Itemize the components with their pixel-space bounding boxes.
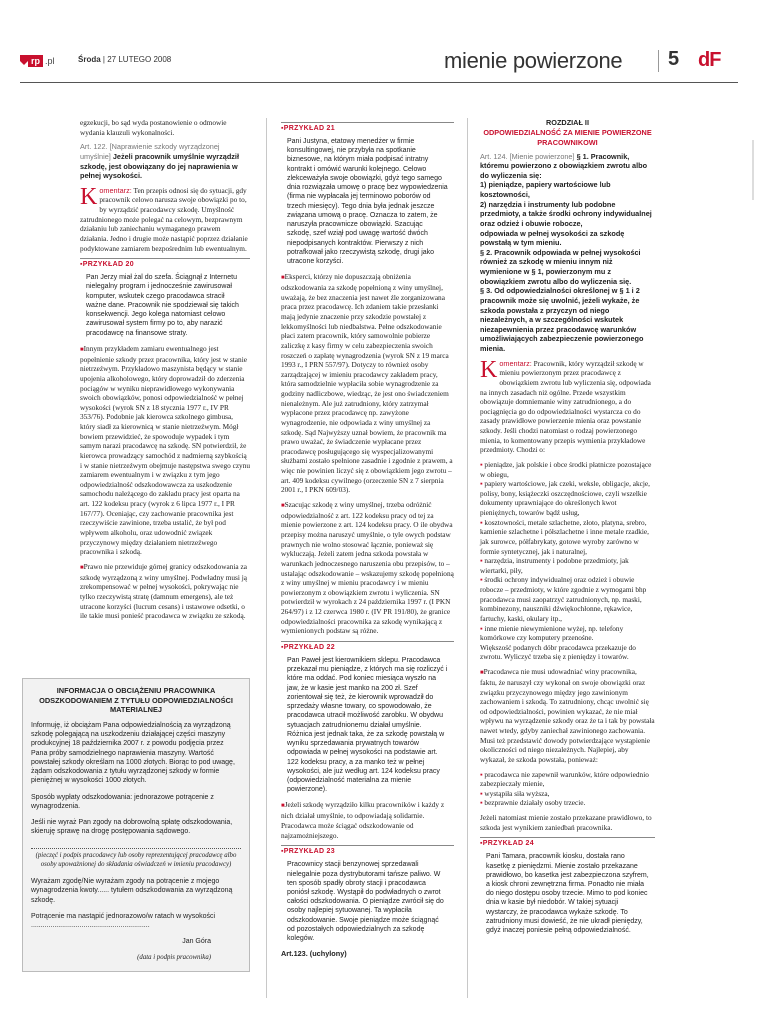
list-item	[480, 479, 655, 518]
commentary	[80, 183, 250, 253]
issue-date-text: 27 LUTEGO 2008	[107, 55, 172, 64]
chapter-title: ODPOWIEDZIALNOŚĆ ZA MIENIE POWIERZONE PRACOWNIKOWI	[483, 127, 652, 147]
chapter-number: ROZDZIAŁ II	[546, 118, 589, 127]
article-item-text: 1) pieniądze, papiery wartościowe lub kosztowności,	[480, 180, 611, 200]
example-heading: ▪PRZYKŁAD 23	[281, 845, 454, 855]
paragraph	[80, 344, 250, 557]
bullet-icon: ■	[281, 803, 285, 810]
logo-box: rp	[28, 55, 43, 67]
example-text: Pracownicy stacji benzynowej sprzedawali nielegalnie poza dystrybutorami tańsze paliwo. W ten sposób spadły obroty stacji i pracodawca poniósł szkodę. Wystąpił do podwładnych o zwrot całości odszkodowania. O pieniądze zwrócił się do osoby najlepiej sytuowanej. Ta wypłaciła odszkodowanie. Swoje pieniądze może ściągnąć od pozostałych odpowiedzialnych za szkodę kolegów.	[287, 861, 444, 943]
article-line	[480, 152, 655, 181]
list-item	[480, 556, 655, 575]
article-text: § 1. Pracownik, któremu powierzono z obowiązkiem zwrotu albo do wyliczenia się:	[480, 151, 648, 180]
article-text: odpowiada w pełnej wysokości za szkodę powstałą w tym mieniu.	[480, 228, 625, 248]
list-item	[480, 770, 655, 789]
list-item	[480, 518, 655, 557]
article-122	[80, 142, 250, 181]
eagle-icon	[20, 55, 28, 65]
form-paragraph: Informuję, iż obciążam Pana odpowiedzialnością za wyrządzoną szkodę polegającą na uszkodzeniu działającej części maszyny produkcyjnej 18 października 2007 r. z powodu podjęcia przez Pana próby samodzielnego naprawienia maszyny. Wartość powstałej szkody określam na 1000 złotych. Biorąc to pod uwagę, żądam odszkodowania z tytułu wyrządzonej szkody w formie pieniężnej w wysokości 1000 złotych.	[31, 721, 235, 785]
example-text: Pan Paweł jest kierownikiem sklepu. Pracodawca przekazał mu pieniądze, z których ma się rozliczyć i które ma oddać. Pod koniec miesiąca wyszło na jaw, że w kasie jest manko na 200 zł. Szef zorientował się też, że kierownik wprowadził do sprzedaży własne towary, co spowodowało, że pracodawca utracił możliwość zarobku. W obydwu sytuacjach zatrudnionemu działał umyślnie. Różnica jest jednak taka, że za szkodę powstałą w wyniku sprzedawania prywatnych towarów odpowiada w pełnej wysokości na podstawie art. 122 kodeksu pracy, a za manko też w pełnej wysokości, ale już według art. 124 kodeksu pracy (odpowiedzialność materialna za mienie powierzone).	[287, 656, 448, 794]
list-item	[480, 460, 655, 479]
rp-logo[interactable]	[20, 54, 55, 67]
article-line	[480, 286, 655, 353]
list-item	[480, 624, 655, 643]
supplement-logo: dF	[698, 49, 721, 71]
form-paragraph-text: Potrącenie ma nastąpić jednorazowo/w ratach w wysokości	[31, 912, 216, 920]
form-paragraph: Sposób wypłaty odszkodowania: jednorazowe potrącenie z wynagrodzenia.	[31, 793, 214, 810]
page-edge-mark-icon	[749, 140, 757, 200]
paragraph	[281, 500, 454, 636]
column-3	[480, 118, 655, 941]
article-line	[480, 248, 655, 287]
form-box	[22, 678, 250, 972]
issue-date	[78, 55, 171, 64]
example-heading: ▪PRZYKŁAD 22	[281, 641, 454, 651]
example-title: PRZYKŁAD 20	[82, 261, 134, 269]
dash-icon: ▪	[480, 517, 485, 527]
article-number: Art. 122.	[80, 142, 108, 152]
list-item-text: wystąpiła siła wyższa,	[484, 788, 550, 798]
form-paragraph: Potrącenie ma nastąpić jednorazowo/w ratach w wysokości .............................................................	[31, 912, 216, 930]
bullet-icon: ■	[80, 346, 84, 353]
dash-icon: ▪	[480, 459, 485, 469]
employee-name: Jan Góra	[182, 938, 211, 946]
dropcap: K	[80, 183, 98, 210]
bullet-icon: ■	[281, 502, 285, 509]
issue-day: Środa	[78, 55, 101, 64]
form-title: INFORMACJA O OBCIĄŻENIU PRACOWNIKA ODSZKODOWANIEM Z TYTUŁU ODPOWIEDZIALNOŚCI MATERIALNEJ	[39, 686, 233, 715]
logo-suffix: .pl	[45, 55, 55, 66]
list-item-text: środki ochrony indywidualnej oraz odzież i obuwie robocze – przedmioty, w które zgodnie z wymogami bhp pracodawca musi zaopatrzyć zatrudnionych, np. maski, kombinezony, nauszniki dźwiękochłonne, rękawice, fartuchy, kaski, okulary itp.,	[480, 575, 647, 623]
employer-signature-caption: (pieczęć i podpis pracodawcy lub osoby reprezentującej pracodawcę albo osoby upoważnionej do składania oświadczeń w imieniu pracodawcy)	[35, 852, 237, 869]
example-heading: ▪PRZYKŁAD 24	[480, 837, 655, 847]
article-text: § 2. Pracownik odpowiada w pełnej wysokości również za szkodę w mieniu innym niż wymienione w § 1, powierzonym mu z obowiązkiem zwrotu albo do wyliczenia się.	[480, 247, 641, 286]
bullet-icon: ■	[80, 564, 84, 571]
dash-icon: ▪	[480, 575, 485, 585]
paragraph-text: Eksperci, którzy nie dopuszczają obniżenia odszkodowania za szkodę popełnioną z winy umyślnej, uważają, że bez znaczenia jest nawet źle zorganizowana praca przez pracodawcę. Ich zdaniem takie przesłanki mają jedynie znaczenie przy szkodzie powstałej z lekkomyślności lub niedbalstwa. Pełne odszkodowanie płaci zatem pracownik, który samowolnie pobierze zaliczkę z kasy firmy w celu zabezpieczenia swoich roszczeń o zapłatę wynagrodzenia (wyrok SN z 19 marca 1993 r., I PRN 557/97). Dotyczy to również osoby zarządzającej w imieniu pracodawcy zakładem pracy, która samodzielnie wypłaciła sobie wynagrodzenie za godziny nadliczbowe, wiedząc, że jest ono świadczeniem nienależnym. Ale już zatrudniony, który zatrzymał wypłacone przez pracodawcę np. zawyżone wynagrodzenie, nie odpowiada z winy umyślnej za szkodę. Sąd Najwyższy uznał bowiem, że pracownik ma prawo uważać, że świadczenie wypłacane przez pracodawcę posługującego się wyspecjalizowanymi służbami zostało spełnione zasadnie i zgodnie z prawem, a więc nie powinien liczyć się z obowiązkiem jego zwrotu – art. 409 kodeksu cywilnego (orzeczenie SN z 7 sierpnia 2001 r., I PKN 609/03).	[281, 272, 453, 495]
employee-signature-caption: (data i podpis pracownika)	[137, 953, 211, 961]
issue-sep: |	[102, 55, 108, 64]
column-1	[80, 118, 250, 626]
example-title: PRZYKŁAD 23	[283, 848, 335, 856]
chapter-heading	[480, 118, 655, 148]
form-paragraph: Wyrażam zgodę/Nie wyrażam zgody na potrącenie z mojego wynagrodzenia kwoty...... tytułem odszkodowania za wyrządzoną szkodę.	[31, 878, 233, 904]
example-text: Pani Justyna, etatowy menedżer w firmie konsultingowej, nie przybyła na spotkanie biznesowe, na którym miała podpisać intratny kontrakt i omówić warunki kolejnego. Celowo zlekceważyła swoje obowiązki, gdyż tego samego dnia rozwiązała umowę o pracę bez wypowiedzenia (firma nie wypłacała jej terminowo poborów od trzech miesięcy). Tego dnia była jednak jeszcze związana umową o pracę. Oznacza to zatem, że naruszyła pracownicze obowiązki. Szacując szkodę, szef wziął pod uwagę wartość dwóch niepodpisanych kontraktów. Pierwszy z nich potrafkował jako rzeczywistą szkodę, drugi jako utracone korzyści.	[287, 138, 448, 266]
paragraph: egzekucji, bo sąd wyda postanowienie o odmowie wydania klauzuli wykonalności.	[80, 118, 227, 137]
paragraph-text: Szacując szkodę z winy umyślnej, trzeba odróżnić odpowiedzialność z art. 122 kodeksu pracy od tej za mienie powierzone z art. 124 kodeksu pracy. O ile obydwa przepisy można naruszyć umyślnie, o tyle owych podstaw prawnych nie wolno stosować łącznie, ponieważ się wykluczają. Jeżeli zatem jedna szkoda powstała w warunkach jednoczesnego naruszenia obu przepisów, to – ustalając odszkodowanie – wskazujemy szkodę popełnioną z winy umyślnej w mieniu pracodawcy i w mieniu powierzonym z obowiązkiem zwrotu i wyliczenia. SN potwierdził w wyrokach z 24 października 1997 r. (I PKN 264/97) i z 12 czerwca 1980 r. (IV PR 191/80), że granice odpowiedzialności pracownika za szkodę wynikającą z wymienionych podstaw są różne.	[281, 499, 454, 636]
article-title: [Naprawienie szkody wyrządzonej umyślnie]	[80, 142, 220, 161]
commentary-text: Ten przepis odnosi się do sytuacji, gdy pracownik celowo narusza swoje obowiązki po to, by wyrządzić pracodawcy szkodę. Umyślność zatrudnionego może polegać na celowym, bezprawnym działaniu lub zaniechaniu wymaganego prawem działania. Jedno i drugie może nastąpić poprzez działanie podyktowane zamiarem bezpośrednim lub ewentualnym.	[80, 185, 248, 253]
list-conclusion: Większość podanych dóbr pracodawca przekazuje do zwrotu. Wyliczyć trzeba się z pieniędzy i towarów.	[480, 642, 636, 662]
column-divider	[266, 118, 267, 998]
masthead	[20, 44, 738, 80]
dash-icon: ▪	[480, 556, 485, 566]
dash-icon: ▪	[480, 769, 485, 779]
article-124	[480, 152, 655, 354]
example-title: PRZYKŁAD 22	[283, 643, 335, 651]
article-line	[480, 229, 655, 248]
reasons-list	[480, 770, 655, 809]
dash-icon: ▪	[480, 798, 485, 808]
commentary-label: omentarz:	[99, 185, 132, 195]
article-item-text: 2) narzędzia i instrumenty lub podobne przedmioty, a także środki ochrony indywidualnej oraz odzież i obuwie robocze,	[480, 199, 652, 228]
column-2	[281, 118, 454, 964]
example-heading: ▪PRZYKŁAD 21	[281, 122, 454, 132]
article-number: Art. 124.	[480, 151, 508, 161]
paragraph-text: Pracodawca nie musi udowadniać winy pracownika, faktu, że naruszył czy wykonał on swoje obowiązki oraz związku przyczynowego między jego zawinionym zachowaniem i szkodą. To zatrudniony, chcąc uwolnić się od odpowiedzialności, powinien wykazać, że nie miał wpływu na wyrządzenie szkody oraz że ta i tak by powstała nawet wtedy, gdyby zaniechał zawinionego zachowania. Musi też przedstawić dowody potwierdzające wystąpienie okoliczności od niego niezależnych. Najlepiej, aby wykazał, że szkoda powstała, ponieważ:	[480, 667, 655, 764]
dash-icon: ▪	[480, 479, 485, 489]
example-title: PRZYKŁAD 21	[283, 125, 335, 132]
column-divider	[467, 118, 468, 998]
list-item-text: narzędzia, instrumenty i podobne przedmioty, jak wiertarki, piły,	[480, 556, 629, 575]
dropcap: K	[480, 356, 498, 383]
page-number: 5	[668, 48, 680, 70]
article-item	[480, 200, 655, 229]
list-item-text: pieniądze, jak polskie i obce środki płatnicze pozostające w obiegu,	[480, 459, 652, 479]
list-item	[480, 575, 655, 623]
form-paragraph: Jeśli nie wyraż Pan zgody na dobrowolną spłatę odszkodowania, skieruję sprawę na drogę postępowania sądowego.	[31, 818, 233, 836]
paragraph-text: Jeżeli szkodę wyrządziło kilku pracowników i każdy z nich działał umyślnie, to odpowiadają solidarnie. Pracodawca może ściągać odszkodowanie od najzamożniejszego.	[281, 800, 445, 840]
commentary	[480, 356, 655, 455]
signature-line	[31, 843, 241, 849]
paragraph	[480, 667, 655, 765]
paragraph	[281, 800, 454, 840]
property-list	[480, 460, 655, 662]
article-text: § 3. Od odpowiedzialności określonej w § 1 i 2 pracownik może się uwolnić, jeżeli wykaże, że szkoda powstała z przyczyn od niego niezależnych, a w szczególności wskutek niezapewnienia przez pracodawcę warunków umożliwiających zabezpieczenie powierzonego mienia.	[480, 286, 644, 354]
section-title: mienie powierzone	[444, 48, 623, 73]
article-item	[480, 180, 655, 199]
list-item-text: bezprawnie działały osoby trzecie.	[484, 798, 586, 808]
example-title: PRZYKŁAD 24	[482, 840, 534, 848]
commentary-text: Pracownik, który wyrządził szkodę w mieniu powierzonym przez pracodawcę z obowiązkiem zwrotu lub wyliczenia się, odpowiada na innych zasadach niż ogólne. Przede wszystkim obowiązuje domniemanie winy zatrudnionego, a do pociągnięcia go do odpowiedzialności wystarcza co do zasady prawidłowe powierzenie mienia oraz powstanie szkody. Jeśli chodzi natomiast o rodzaj powierzonego mienia, to komentowany przepis wymienia przykładowe przedmioty. Chodzi o:	[480, 358, 651, 455]
paragraph-text: Prawo nie przewiduje górnej granicy odszkodowania za szkodę wyrządzoną z winy umyślnej. Podwładny musi ją zrekompensować w pełnej wysokości, pokrywając nie tylko rzeczywistą stratę (damnum emergens), ale też utracone korzyści (lucrum cesans) i ustawowe odsetki, o ile takie musi ponieść pracodawca w związku ze szkodą.	[80, 561, 247, 621]
commentary-label: omentarz:	[499, 358, 532, 368]
list-item-text: pracodawca nie zapewnił warunków, które odpowiednio zabezpieczały mienie,	[480, 769, 649, 789]
dash-icon: ▪	[480, 788, 485, 798]
example-text: Pani Tamara, pracownik kiosku, dostała rano kasetkę z pieniędzmi. Mienie zostało przekazane prawidłowo, bo kasetka jest zabezpieczona szyfrem, a kiosk chroni zewnętrzna firma. Ponadto nie miała do niego dostępu osoby trzecie. Mimo to pod koniec dnia w kasie był niedobór. W takiej sytuacji wystarczy, że pracodawca wykaże szkodę. To zatrudniony musi dowieść, że nie ukradł pieniędzy, gdyż inaczej poniesie pełną odpowiedzialność.	[486, 853, 649, 935]
dash-icon: ▪	[480, 623, 485, 633]
header-divider	[658, 50, 659, 72]
article-123: Art.123. (uchylony)	[281, 949, 347, 959]
list-item	[480, 798, 655, 808]
list-item-text: kosztowności, metale szlachetne, złoto, platyna, srebro, kamienie szlachetne i półszlachetne i inne metale rzadkie, jak surowce, półfabrykaty, gotowe wyroby zarówno w formie syntetycznej, jak i naturalnej,	[480, 517, 649, 556]
bullet-icon: ■	[480, 670, 484, 677]
header-rule	[20, 82, 738, 83]
paragraph	[281, 272, 454, 495]
list-item-text: inne mienie niewymienione wyżej, np. telefony komórkowe czy komputery przenośne.	[480, 623, 624, 643]
paragraph	[80, 562, 250, 621]
example-heading: ▪PRZYKŁAD 20	[80, 258, 250, 268]
list-item-text: papiery wartościowe, jak czeki, weksle, obligacje, akcje, polisy, bony, książeczki oszczędnościowe, czyli wszelkie dokumenty uprawniające do określonych kwot pieniężnych, towarów bądź usług,	[480, 479, 650, 518]
paragraph-text: Innym przykładem zamiaru ewentualnego jest popełnienie szkody przez pracownika, który jest w stanie nietrzeźwym. Przykładowo maszynista będący w stanie upojenia alkoholowego, który doprowadził do zderzenia pociągów w wyniku nieprawidłowego wykonywania swoich obowiązków, ponosi odpowiedzialność w pełnej wysokości (wyrok SN z 18 stycznia 1977 r., IV PR 353/76). Podobnie jak kierowca szkolnego gimbusa, który siadł za kierownicą w stanie nietrzeźwym. Mógł bowiem przewidzieć, że spowoduje wypadek i tym samym narazi pracodawcę na szkodę. SN potwierdził, że kierowca prowadzący samochód z nadmierną szybkością i w stanie nietrzeźwym obejmuje następstwa swego czynu zamiarem ewentualnym i w związku z tym jego odpowiedzialność odszkodowawcza za uszkodzenie samochodu należącego do zakładu pracy jest oparta na art. 122 kodeksu pracy (wyrok z 6 lipca 1977 r., I PR 167/77). Oceniając, czy zachowanie pracownika jest rzeczywiście zawinione, trzeba ustalić, że był pod wpływem alkoholu, oraz udowodnić związek przyczynowy między działaniem nietrzeźwego pracownika i szkodą.	[80, 343, 251, 557]
example-text: Pan Jerzy miał żal do szefa. Ściągnął z Internetu nielegalny program i jednocześnie zawirusował komputer, wskutek czego pracodawca stracił ważne dane. Pracownik nie spodziewał się takich konsekwencji. Jego kolega natomiast celowo zawirusował system firmy po to, aby narazić pracodawcę na finansowe straty.	[86, 274, 239, 337]
article-title: [Mienie powierzone]	[509, 151, 575, 161]
article-text: Jeżeli pracownik umyślnie wyrządził szkodę, jest obowiązany do jej naprawienia w pełnej wysokości.	[80, 151, 239, 181]
bullet-icon: ■	[281, 275, 285, 282]
paragraph: Jeżeli natomiast mienie zostało przekazane prawidłowo, to szkoda jest wynikiem zaniedbań pracownika.	[480, 813, 652, 832]
list-item	[480, 789, 655, 799]
